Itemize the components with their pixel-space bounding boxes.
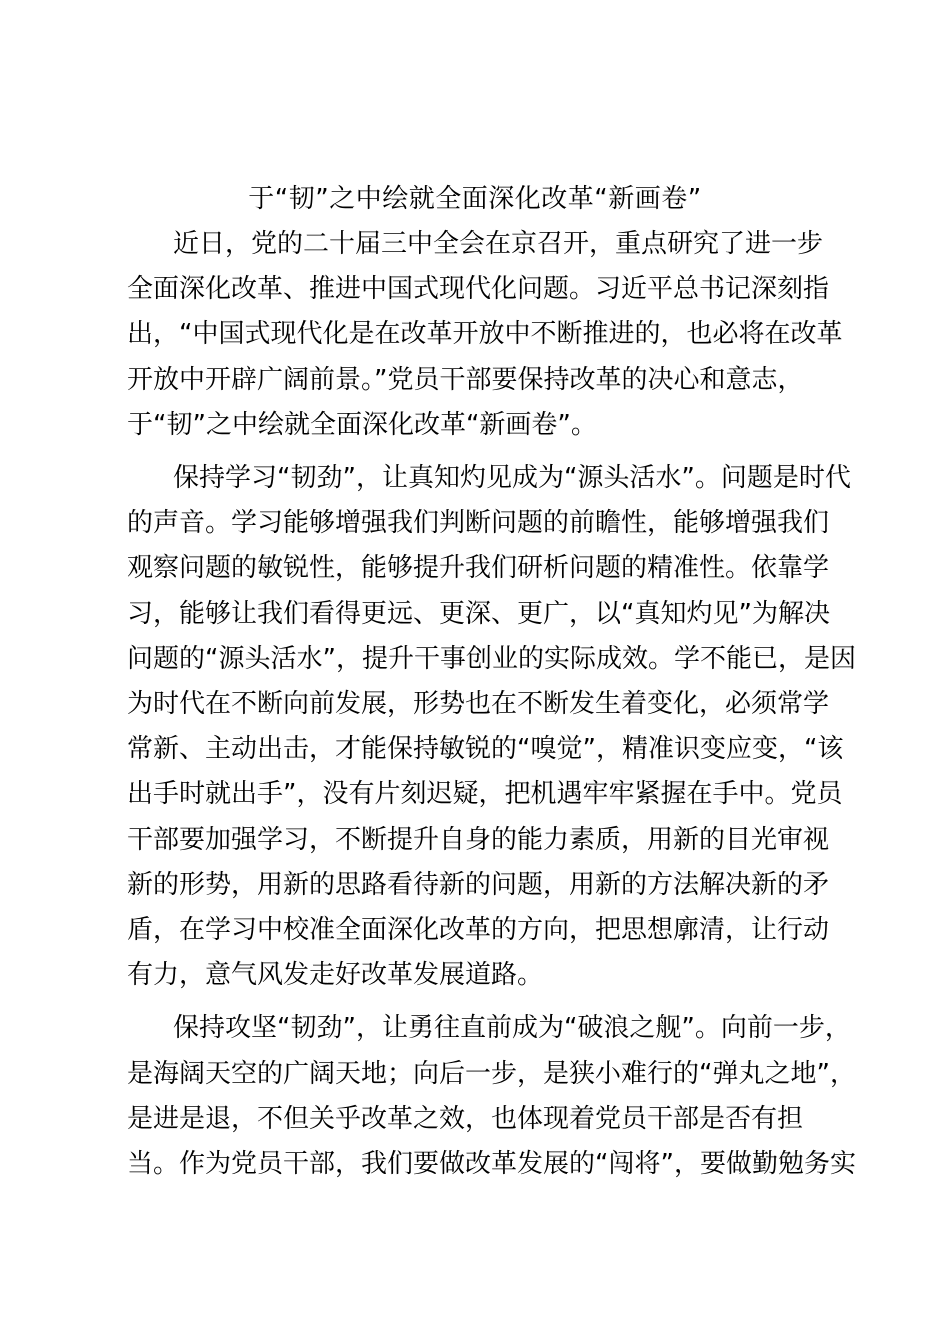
text-line: 开放中开辟广阔前景。”党员干部要保持改革的决心和意志，: [127, 364, 804, 395]
text-line: 当。作为党员干部，我们要做改革发展的“闯将”，要做勤勉务实: [127, 1149, 856, 1180]
document-body: [127, 222, 856, 1195]
text-line: 于“韧”之中绘就全面深化改革“新画卷”。: [127, 409, 597, 440]
paragraph-2: [127, 456, 856, 998]
paragraph-1: [127, 222, 843, 448]
text-line: 保持学习“韧劲”，让真知灼见成为“源头活水”。问题是时代: [173, 463, 851, 494]
text-line: 习，能够让我们看得更远、更深、更广，以“真知灼见”为解决: [127, 598, 830, 629]
text-line: 盾，在学习中校准全面深化改革的方向，把思想廓清，让行动: [127, 915, 830, 946]
text-line: 出手时就出手”，没有片刻迟疑，把机遇牢牢紧握在手中。党员: [127, 779, 843, 810]
text-line: 保持攻坚“韧劲”，让勇往直前成为“破浪之舰”。向前一步，: [173, 1013, 851, 1044]
text-line: 是进是退，不但关乎改革之效，也体现着党员干部是否有担: [127, 1103, 804, 1134]
text-line: 观察问题的敏锐性，能够提升我们研析问题的精准性。依靠学: [127, 553, 830, 584]
text-line: 常新、主动出击，才能保持敏锐的“嗅觉”，精准识变应变，“该: [127, 734, 844, 765]
text-line: 的声音。学习能够增强我们判断问题的前瞻性，能够增强我们: [127, 508, 830, 539]
paragraph-3: [127, 1006, 856, 1187]
text-line: 干部要加强学习，不断提升自身的能力素质，用新的目光审视: [127, 824, 830, 855]
text-line: 出，“中国式现代化是在改革开放中不断推进的，也必将在改革: [127, 319, 843, 350]
text-line: 为时代在不断向前发展，形势也在不断发生着变化，必须常学: [127, 689, 830, 720]
text-line: 新的形势，用新的思路看待新的问题，用新的方法解决新的矛: [127, 869, 830, 900]
text-line: 是海阔天空的广阔天地；向后一步，是狭小难行的“弹丸之地”，: [127, 1058, 856, 1089]
text-line: 问题的“源头活水”，提升干事创业的实际成效。学不能已，是因: [127, 643, 856, 674]
text-line: 全面深化改革、推进中国式现代化问题。习近平总书记深刻指: [127, 274, 830, 305]
document-title: 于“韧”之中绘就全面深化改革“新画卷”: [248, 184, 702, 214]
text-line: 近日，党的二十届三中全会在京召开，重点研究了进一步: [173, 229, 824, 259]
text-line: 有力，意气风发走好改革发展道路。: [127, 960, 544, 991]
